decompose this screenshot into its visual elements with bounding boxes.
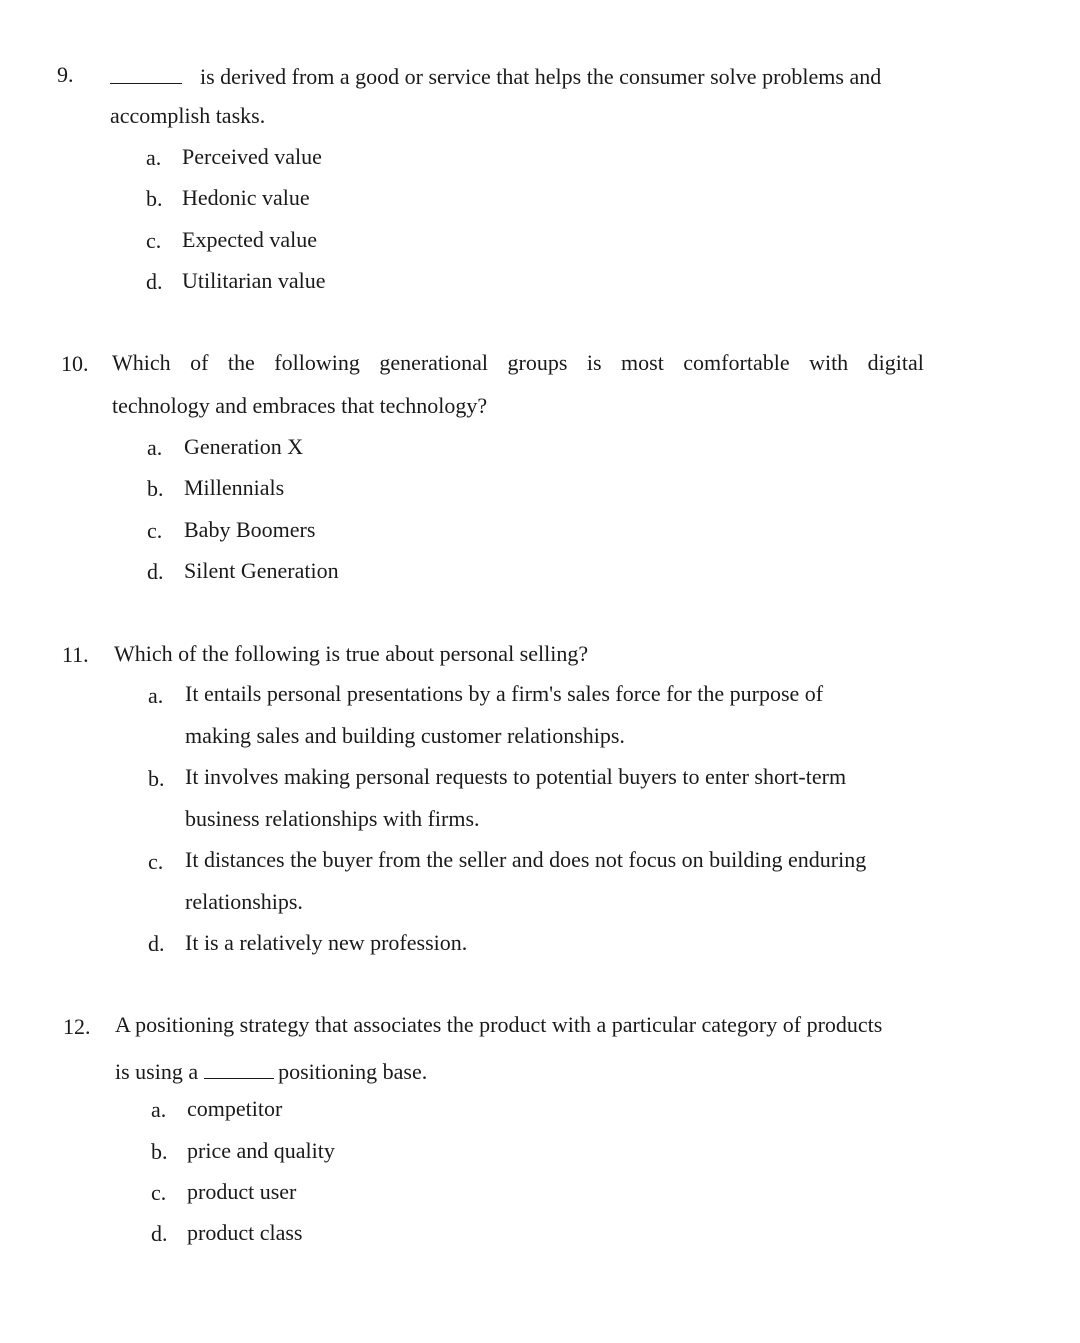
option-text: It entails personal presentations by a firm's sales force for the purpose of: [185, 681, 824, 706]
stem-word: Which: [112, 350, 171, 375]
question-stem-line: [110, 62, 881, 88]
stem-word: following: [274, 350, 360, 375]
question-number: 11.: [62, 642, 89, 667]
option-letter: d.: [151, 1221, 168, 1246]
question-number: 9.: [57, 62, 74, 87]
option-letter: c.: [147, 518, 163, 543]
question-stem-line: A positioning strategy that associates the product with a particular category of products: [115, 1012, 883, 1037]
answer-blank: [110, 62, 182, 84]
option-letter: a.: [151, 1097, 167, 1122]
question-number: 10.: [61, 351, 89, 376]
option-text: competitor: [187, 1096, 283, 1121]
option-text: Generation X: [184, 434, 304, 459]
option-letter: b.: [147, 476, 164, 501]
option-text: Perceived value: [182, 144, 322, 169]
option-text: Baby Boomers: [184, 517, 316, 542]
option-text: product user: [187, 1179, 297, 1204]
option-text: price and quality: [187, 1138, 335, 1163]
question-stem-text: is derived from a good or service that helps the consumer solve problems and: [200, 63, 882, 89]
question-stem-line: [112, 352, 924, 374]
option-letter: d.: [147, 559, 164, 584]
option-letter: c.: [151, 1180, 167, 1205]
answer-blank: [204, 1057, 274, 1079]
option-letter: a.: [148, 683, 164, 708]
option-letter: a.: [147, 435, 163, 460]
question-stem-line: [115, 1057, 427, 1083]
option-text: Silent Generation: [184, 558, 339, 583]
option-text: Hedonic value: [182, 185, 310, 210]
option-letter: b.: [148, 766, 165, 791]
option-text: It is a relatively new profession.: [185, 930, 468, 955]
stem-word: the: [227, 350, 255, 375]
option-letter: b.: [146, 186, 163, 211]
option-letter: a.: [146, 145, 162, 170]
option-text: Millennials: [184, 475, 285, 500]
option-text: It distances the buyer from the seller and does not focus on building enduring: [185, 847, 867, 872]
stem-word: digital: [867, 350, 924, 375]
option-letter: c.: [148, 849, 164, 874]
question-stem-line: Which of the following is true about personal selling?: [114, 641, 589, 666]
stem-word: with: [809, 350, 849, 375]
option-text: Utilitarian value: [182, 268, 326, 293]
option-letter: d.: [148, 931, 165, 956]
question-number: 12.: [63, 1014, 91, 1039]
option-text: business relationships with firms.: [185, 806, 480, 831]
option-text: It involves making personal requests to potential buyers to enter short-term: [185, 764, 847, 789]
stem-word: most: [621, 350, 664, 375]
option-letter: d.: [146, 269, 163, 294]
question-stem-text: is using a: [115, 1058, 199, 1084]
option-text: relationships.: [185, 889, 303, 914]
option-text: Expected value: [182, 227, 317, 252]
option-text: making sales and building customer relationships.: [185, 723, 625, 748]
option-letter: c.: [146, 228, 162, 253]
stem-word: groups: [507, 350, 568, 375]
stem-word: comfortable: [683, 350, 790, 375]
question-stem-text: positioning base.: [278, 1058, 428, 1084]
question-stem-line: accomplish tasks.: [110, 103, 266, 128]
stem-word: generational: [379, 350, 489, 375]
stem-word: of: [190, 350, 209, 375]
option-letter: b.: [151, 1139, 168, 1164]
option-text: product class: [187, 1220, 303, 1245]
stem-word: is: [586, 350, 602, 375]
question-stem-line: technology and embraces that technology?: [112, 393, 488, 418]
